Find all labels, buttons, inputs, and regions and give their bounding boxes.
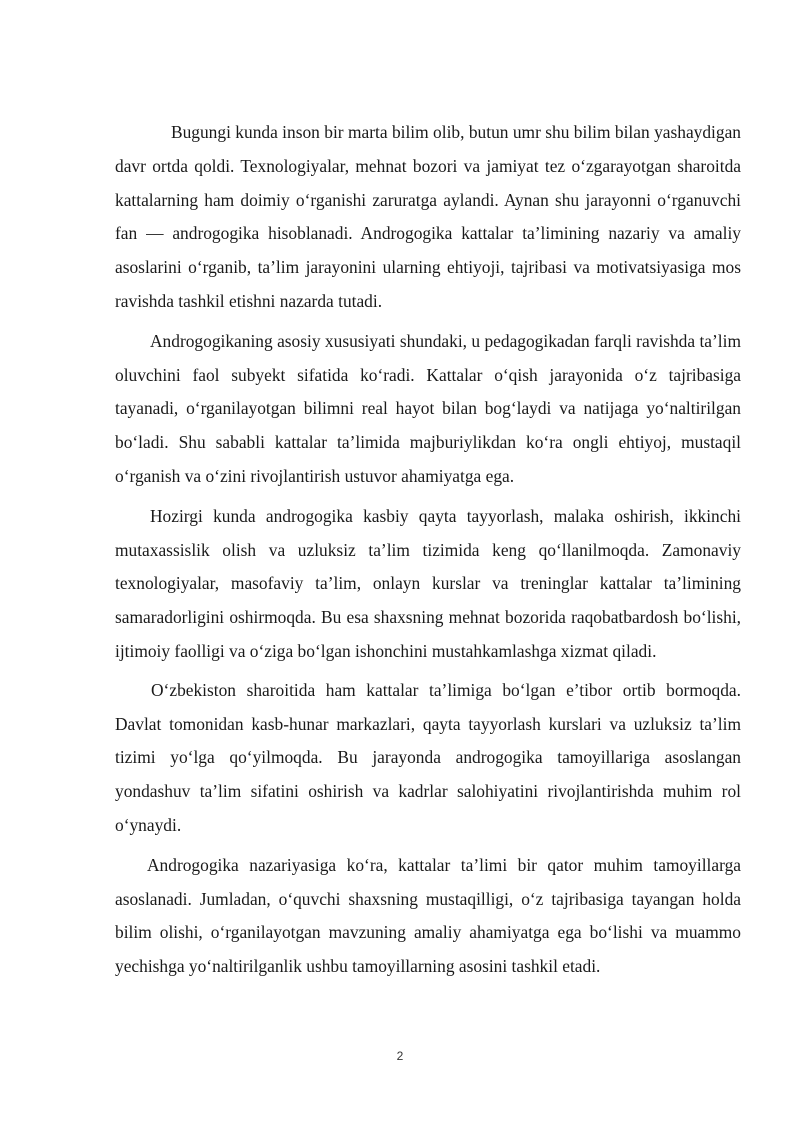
paragraph-5: Androgogika nazariyasiga ko‘ra, kattalar ta’limi bir qator muhim tamoyillarga asoslanadi. Jumladan, o‘quvchi shaxsning mustaqilligi, o‘z tajribasiga tayangan holda bilim olishi, o‘rganilayotgan mavzuning amaliy ahamiyatga ega bo‘lishi va muammo yechishga yo‘naltirilganlik ushbu tamoyillarning asosini tashkil etadi. (115, 854, 741, 977)
paragraph-1: Bugungi kunda inson bir marta bilim olib, butun umr shu bilim bilan yashaydigan davr ortda qoldi. Texnologiyalar, mehnat bozori va jamiyat tez o‘zgarayotgan sharoitda kattalarning ham doimiy o‘rganishi zaruratga aylandi. Aynan shu jarayonni o‘rganuvchi fan — androgogika hisoblanadi. Androgogika kattalar ta’limining nazariy va amaliy asoslarini o‘rganib, ta’lim jarayonini ularning ehtiyoji, tajribasi va motivatsiyasiga mos ravishda tashkil etishni nazarda tutadi. (115, 122, 741, 311)
page-number: 2 (396, 1049, 404, 1063)
paragraph-4: O‘zbekiston sharoitida ham kattalar ta’limiga bo‘lgan e’tibor ortib bormoqda. Davlat tomonidan kasb-hunar markazlari, qayta tayyorlash kurslari va uzluksiz ta’lim tizimi yo‘lga qo‘yilmoqda. Bu jarayonda androgogika tamoyillariga asoslangan yondashuv ta’lim sifatini oshirish va kadrlar salohiyatini rivojlantirishda muhim rol o‘ynaydi. (115, 679, 741, 835)
body-text (115, 116, 741, 984)
paragraph-2: Androgogikaning asosiy xususiyati shundaki, u pedagogikadan farqli ravishda ta’lim oluvchini faol subyekt sifatida ko‘radi. Kattalar o‘qish jarayonida o‘z tajribasiga tayanadi, o‘rganilayotgan bilimni real hayot bilan bog‘laydi va natijaga yo‘naltirilgan bo‘ladi. Shu sababli kattalar ta’limida majburiylikdan ko‘ra ongli ehtiyoj, mustaqil o‘rganish va o‘zini rivojlantirish ustuvor ahamiyatga ega. (115, 330, 741, 486)
paragraph-3: Hozirgi kunda androgogika kasbiy qayta tayyorlash, malaka oshirish, ikkinchi mutaxassislik olish va uzluksiz ta’lim tizimida keng qo‘llanilmoqda. Zamonaviy texnologiyalar, masofaviy ta’lim, onlayn kurslar va treninglar kattalar ta’limining samaradorligini oshirmoqda. Bu esa shaxsning mehnat bozorida raqobatbardosh bo‘lishi, ijtimoiy faolligi va o‘ziga bo‘lgan ishonchini mustahkamlashga xizmat qiladi. (115, 505, 741, 661)
